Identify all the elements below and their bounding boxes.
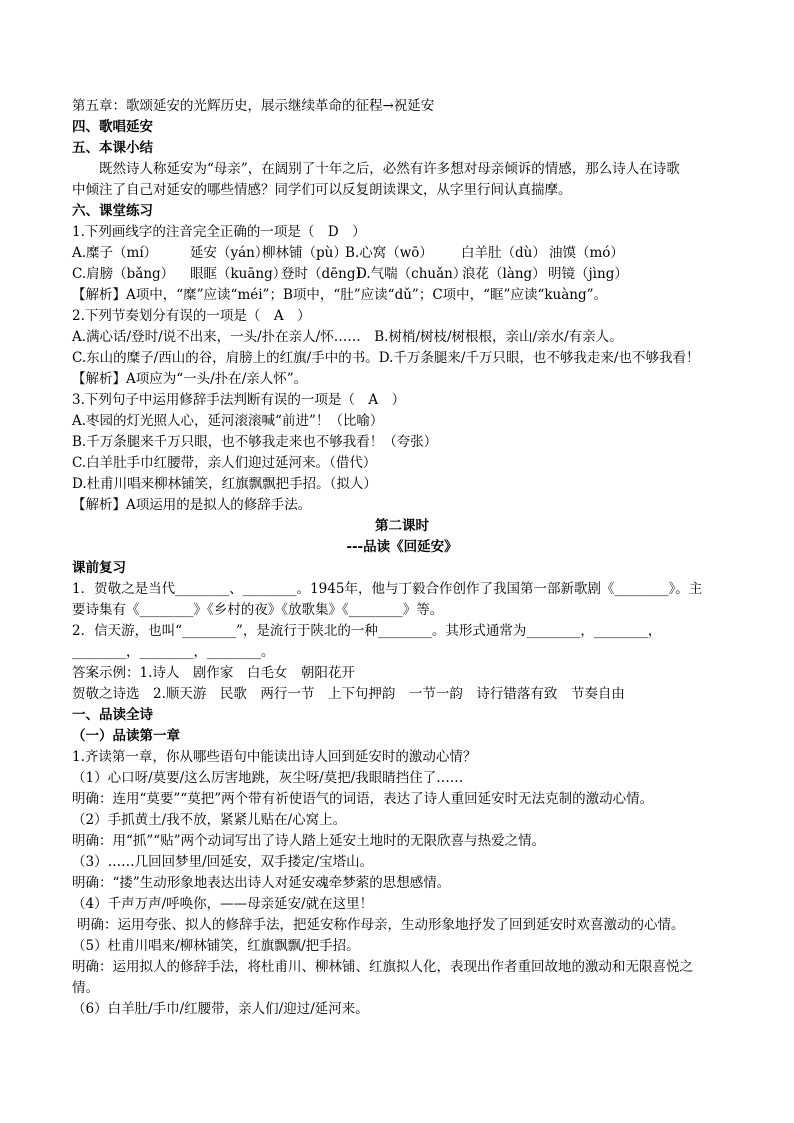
poem-line-item: （4）千声万声/呼唤你，——母亲延安/就在这里！	[72, 896, 374, 912]
option-item: A.糜子（mí）	[72, 245, 158, 261]
option-item: 柳林铺（pù）	[262, 245, 347, 261]
section-heading-read-poem: 一、品读全诗	[72, 707, 153, 723]
review-question-1-line: 要诗集有《________》《乡村的夜》《放歌集》《________》等。	[72, 602, 444, 618]
option-item: D.气喘（chuǎn）	[356, 266, 467, 282]
summary-paragraph-line: 中倾注了自己对延安的哪些情感？同学们可以反复朗读课文，从字里行间认真揣摩。	[72, 182, 572, 198]
question-1: 1.下列画线字的注音完全正确的一项是（ D ）	[72, 224, 366, 240]
option-item: 白羊肚（dù）	[461, 245, 546, 261]
question-1-analysis: 【解析】A项中，“糜”应读“méi”；B项中，“肚”应读“dǔ”；C项中，“眶”应读“kuàng”。	[72, 287, 608, 303]
clarification-text: 情。	[72, 980, 99, 996]
answer-example-line: 答案示例：1.诗人 剧作家 白毛女 朝阳花开	[72, 665, 355, 681]
section-heading-sing-yanan: 四、歌唱延安	[72, 119, 153, 135]
question-2-options-cd: C.东山的糜子/西山的谷，肩膀上的红旗/手中的书。D.千万条腿来/千万只眼，也不够我走来/也不够我看！	[72, 350, 700, 366]
option-item: B.心窝（wō）	[345, 245, 433, 261]
poem-line-item: （5）杜甫川唱来/柳林铺笑，红旗飘飘/把手招。	[72, 938, 360, 954]
question-3: 3.下列句子中运用修辞手法判断有误的一项是（ A ）	[72, 392, 406, 408]
option-item: 延安（yán）	[190, 245, 269, 261]
question-1-options-cd	[72, 264, 732, 285]
question-3-option-a: A.枣园的灯光照人心，延河滚滚喊“前进”！（比喻）	[72, 413, 384, 429]
question-2: 2.下列节奏划分有误的一项是（ A ）	[72, 308, 311, 324]
review-question-1-line: 1．贺敬之是当代________、________。1945年，他与丁毅合作创作了我国第一部新歌剧《________》。主	[72, 581, 703, 597]
section-heading-lesson-summary: 五、本课小结	[72, 140, 153, 156]
subsection-heading-chapter-one: （一）品读第一章	[72, 728, 180, 744]
clarification-text: 明确：用“抓”“贴”两个动词写出了诗人踏上延安土地时的无限欣喜与热爱之情。	[72, 833, 546, 849]
question-2-analysis: 【解析】A项应为“一头/扑在/亲人怀”。	[72, 371, 308, 387]
option-item: C.肩膀（bǎng）	[72, 266, 175, 282]
poem-line-item: （3）……几回回梦里/回延安，双手搂定/宝塔山。	[72, 854, 374, 870]
clarification-text: 明确：连用“莫要”“莫把”两个带有祈使语气的词语，表达了诗人重回延安时无法克制的激动心情。	[72, 791, 654, 807]
option-item: 登时（dēng）	[281, 266, 369, 282]
option-item: 浪花（làng）	[462, 266, 546, 282]
poem-line-item: （1）心口呀/莫要/这么厉害地跳，灰尘呀/莫把/我眼睛挡住了……	[72, 770, 464, 786]
poem-line-item: （2）手抓黄土/我不放，紧紧儿贴在/心窝上。	[72, 812, 347, 828]
second-lesson-title: 第二课时	[375, 518, 429, 534]
clarification-text: 明确：“搂”生动形象地表达出诗人对延安魂牵梦萦的思想感情。	[72, 875, 451, 891]
question-3-option-b: B.千万条腿来千万只眼，也不够我走来也不够我看！（夸张）	[72, 434, 438, 450]
review-question-2-line: 2．信天游，也叫“________”，是流行于陕北的一种________。其形式通常为________，________，	[72, 623, 662, 639]
document-page	[72, 96, 732, 1020]
section-heading-exercises: 六、课堂练习	[72, 203, 153, 219]
question-3-option-d: D.杜甫川唱来柳林铺笑，红旗飘飘把手招。（拟人）	[72, 476, 377, 492]
poem-line-item: （6）白羊肚/手巾/红腰带，亲人们/迎过/延河来。	[72, 1001, 369, 1017]
option-item: 明镜（jìng）	[548, 266, 628, 282]
chapter-five-summary: 第五章：歌颂延安的光辉历史，展示继续革命的征程→祝延安	[72, 98, 435, 114]
review-question-2-line: ________，________，________。	[72, 644, 275, 660]
question-3-option-c: C.白羊肚手巾红腰带，亲人们迎过延河来。（借代）	[72, 455, 377, 471]
option-item: 眼眶（kuāng）	[190, 266, 287, 282]
question-2-options-ab: A.满心话/登时/说不出来，一头/扑在亲人/怀…… B.树梢/树枝/树根根，亲山/亲水/有亲人。	[72, 329, 623, 345]
review-heading: 课前复习	[72, 560, 126, 576]
question-3-analysis: 【解析】A项运用的是拟人的修辞手法。	[72, 497, 312, 513]
second-lesson-subtitle: ---品读《回延安》	[346, 539, 458, 555]
summary-paragraph-line: 既然诗人称延安为“母亲”，在阔别了十年之后，必然有许多想对母亲倾诉的情感，那么诗人在诗歌	[99, 161, 680, 177]
question-1-options-ab	[72, 243, 732, 264]
clarification-text: 明确：运用夸张、拟人的修辞手法，把延安称作母亲，生动形象地抒发了回到延安时欢喜激动的心情。	[77, 917, 685, 933]
answer-example-line: 贺敬之诗选 2.顺天游 民歌 两行一节 上下句押韵 一节一韵 诗行错落有致 节奏自由	[72, 686, 625, 702]
option-item: 油馍（mó）	[549, 245, 624, 261]
clarification-text: 明确：运用拟人的修辞手法，将杜甫川、柳林铺、红旗拟人化，表现出作者重回故地的激动和无限喜悦之	[72, 959, 693, 975]
exercise-question: 1.齐读第一章，你从哪些语句中能读出诗人回到延安时的激动心情？	[72, 749, 477, 765]
